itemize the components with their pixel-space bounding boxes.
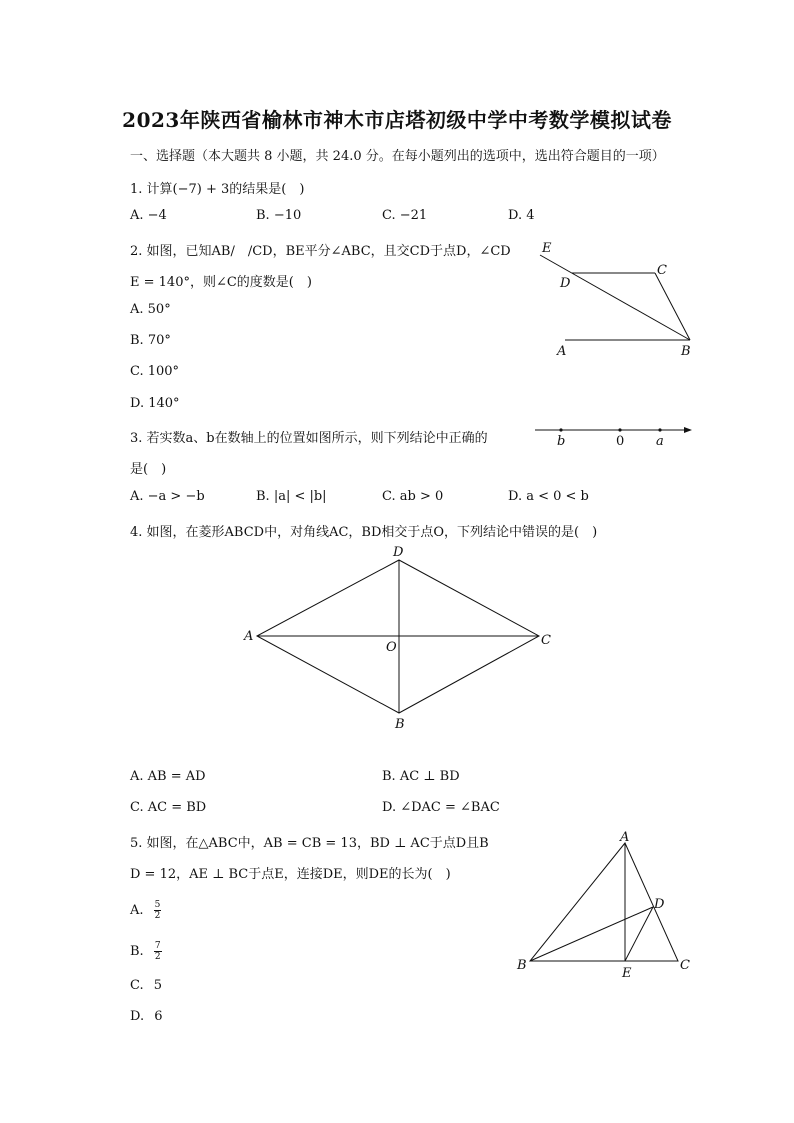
question-2-line-1: 2. 如图，已知AB/ /CD，BE平分∠ABC，且交CD于点D，∠CD <box>130 244 511 259</box>
q3-number-line <box>530 420 695 450</box>
q1-option-b[interactable]: B. −10 <box>256 208 302 223</box>
q5-label-c: C <box>680 958 690 973</box>
q1-option-a[interactable]: A. −4 <box>130 208 167 223</box>
q5-label-e: E <box>622 966 632 981</box>
q4-option-b[interactable]: B. AC ⊥ BD <box>382 769 460 784</box>
point-b <box>559 428 562 431</box>
q3-label-a: a <box>656 434 664 449</box>
question-5-line-1: 5. 如图，在△ABC中，AB = CB = 13，BD ⊥ AC于点D且B <box>130 836 489 851</box>
point-a <box>658 428 661 431</box>
question-4-text: 4. 如图，在菱形ABCD中，对角线AC，BD相交于点O，下列结论中错误的是( ) <box>130 525 598 540</box>
q2-option-b[interactable]: B. 70° <box>130 333 171 348</box>
q5-option-c[interactable] <box>130 978 162 993</box>
q4-option-a[interactable]: A. AB = AD <box>130 769 206 784</box>
question-1-text: 1. 计算(−7) + 3的结果是( ) <box>130 182 305 197</box>
question-5-line-2: D = 12，AE ⊥ BC于点E，连接DE，则DE的长为( ) <box>130 867 451 882</box>
q5-option-a-letter: A. <box>130 903 144 918</box>
q3-option-b[interactable]: B. |a| < |b| <box>256 489 327 504</box>
section-heading: 一、选择题（本大题共 8 小题，共 24.0 分。在每小题列出的选项中，选出符合题目的一项） <box>130 149 665 164</box>
q5-option-c-value: 5 <box>153 978 163 993</box>
q3-option-c[interactable]: C. ab > 0 <box>382 489 444 504</box>
q3-option-a[interactable]: A. −a > −b <box>130 489 205 504</box>
q2-label-e: E <box>542 241 552 256</box>
question-2-line-2: E = 140°，则∠C的度数是( ) <box>130 275 312 290</box>
q4-label-c: C <box>541 633 551 648</box>
q2-option-d[interactable]: D. 140° <box>130 396 180 411</box>
q4-label-b: B <box>395 717 405 732</box>
q5-option-a-fraction <box>154 900 162 921</box>
q5-option-c-letter: C. <box>130 978 144 993</box>
q5-option-b-fraction <box>154 941 162 962</box>
q2-figure <box>530 235 700 365</box>
question-3-line-2: 是( ) <box>130 462 167 477</box>
question-3-line-1: 3. 若实数a、b在数轴上的位置如图所示，则下列结论中正确的 <box>130 431 488 446</box>
point-0 <box>618 428 621 431</box>
segment-de <box>625 907 653 961</box>
q5-option-b-letter: B. <box>130 944 144 959</box>
q4-option-d[interactable]: D. ∠DAC = ∠BAC <box>382 800 500 815</box>
fraction-numerator: 7 <box>154 941 161 951</box>
q2-label-c: C <box>657 263 667 278</box>
q3-label-0: 0 <box>616 434 625 449</box>
q2-label-b: B <box>681 344 691 359</box>
q5-triangle-figure <box>510 828 700 983</box>
q3-option-d[interactable]: D. a < 0 < b <box>508 489 589 504</box>
q4-label-d: D <box>393 545 404 560</box>
q3-label-b: b <box>557 434 566 449</box>
q5-option-d-value: 6 <box>154 1009 163 1024</box>
page-title: 2023年陕西省榆林市神木市店塔初级中学中考数学模拟试卷 <box>122 108 672 132</box>
q4-label-a: A <box>244 629 254 644</box>
q1-option-c[interactable]: C. −21 <box>382 208 428 223</box>
fraction-numerator: 5 <box>154 900 161 910</box>
q1-option-d[interactable]: D. 4 <box>508 208 535 223</box>
q5-label-d: D <box>654 897 665 912</box>
q5-label-b: B <box>517 958 527 973</box>
q2-option-a[interactable]: A. 50° <box>130 302 171 317</box>
q4-option-c[interactable]: C. AC = BD <box>130 800 207 815</box>
fraction-denominator: 2 <box>154 911 161 921</box>
q2-option-c[interactable]: C. 100° <box>130 364 180 379</box>
q4-rhombus-figure <box>235 540 560 735</box>
q2-label-a: A <box>557 344 567 359</box>
q5-option-b[interactable] <box>130 941 162 962</box>
axis-arrow <box>684 427 692 433</box>
fraction-denominator: 2 <box>154 952 161 962</box>
q5-option-a[interactable] <box>130 900 161 921</box>
q2-label-d: D <box>560 276 571 291</box>
segment-bd <box>530 907 653 961</box>
q5-option-d[interactable] <box>130 1009 163 1024</box>
q5-option-d-letter: D. <box>130 1009 145 1024</box>
q5-label-a: A <box>620 830 630 845</box>
q4-label-o: O <box>386 640 397 655</box>
